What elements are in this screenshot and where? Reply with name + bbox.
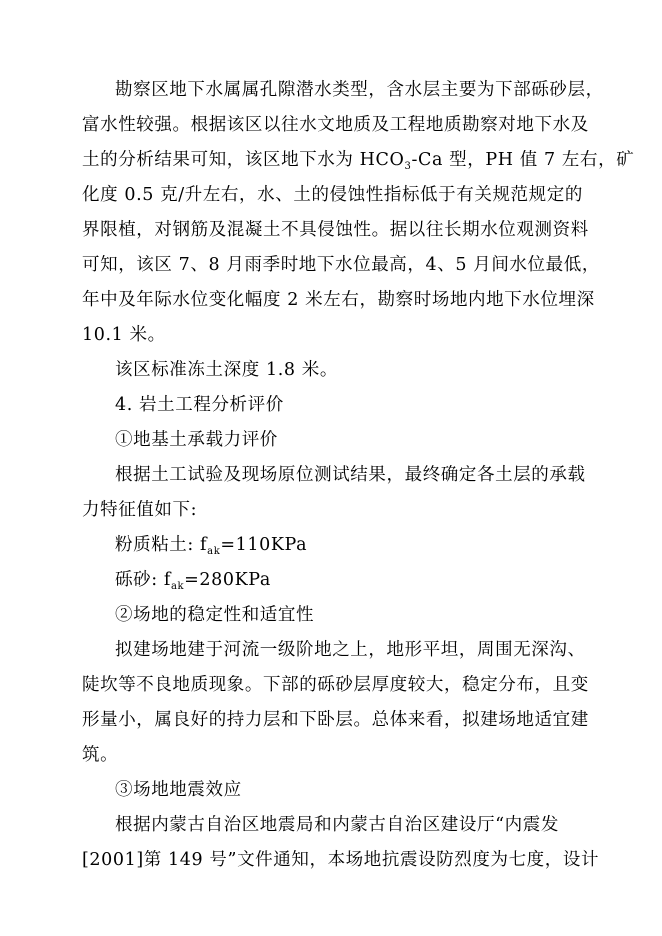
paragraph-line: 力特征值如下: <box>82 500 198 520</box>
paragraph-line: 勘察区地下水属属孔隙潜水类型，含水层主要为下部砾砂层， <box>115 80 604 100</box>
paragraph-line: 陡坎等不良地质现象。下部的砾砂层厚度较大，稳定分布，且变 <box>82 675 589 695</box>
bearing-capacity-gravel-sand <box>115 568 271 592</box>
paragraph-line: 拟建场地建于河流一级阶地之上，地形平坦，周围无深沟、 <box>115 640 586 660</box>
paragraph-line: 可知，该区 7、8 月雨季时地下水位最高，4、5 月间水位最低， <box>82 255 600 275</box>
formula-subscript: ak <box>207 546 221 557</box>
section-heading: 4. 岩土工程分析评价 <box>115 395 284 415</box>
formula-suffix: -Ca 型，PH 值 7 左右，矿 <box>411 150 635 170</box>
paragraph-line: 化度 0.5 克/升左右，水、土的侵蚀性指标低于有关规范规定的 <box>82 185 583 205</box>
paragraph-line: 形量小，属良好的持力层和下卧层。总体来看，拟建场地适宜建 <box>82 710 589 730</box>
formula-subscript: 3 <box>404 161 412 172</box>
paragraph-line: 富水性较强。根据该区以往水文地质及工程地质勘察对地下水及 <box>82 115 589 135</box>
paragraph-line: 年中及年际水位变化幅度 2 米左右，勘察时场地内地下水位埋深 <box>82 290 595 310</box>
paragraph-line: 筑。 <box>82 745 119 765</box>
paragraph-line: [2001]第 149 号”文件通知，本场地抗震设防烈度为七度，设计 <box>82 850 600 870</box>
paragraph-line: 根据土工试验及现场原位测试结果，最终确定各土层的承载 <box>115 465 586 485</box>
subsection-heading: ③场地地震效应 <box>115 780 242 800</box>
paragraph-line: 根据内蒙古自治区地震局和内蒙古自治区建设厅“内震发 <box>115 815 559 835</box>
subsection-heading: ②场地的稳定性和适宜性 <box>115 605 315 625</box>
formula-prefix: 土的分析结果可知，该区地下水为 HCO <box>82 150 405 170</box>
frost-depth-text: 该区标准冻土深度 1.8 米。 <box>115 360 338 380</box>
paragraph-line: 10.1 米。 <box>82 325 166 345</box>
paragraph-line: 界限植，对钢筋及混凝土不具侵蚀性。据以往长期水位观测资料 <box>82 220 589 240</box>
formula-subscript: ak <box>170 581 185 592</box>
paragraph-line <box>82 148 634 172</box>
bearing-capacity-silty-clay <box>115 533 307 557</box>
soil-label: 砾砂: f <box>115 570 171 590</box>
soil-label: 粉质粘土: f <box>115 535 208 555</box>
bearing-value: =280KPa <box>184 570 271 590</box>
bearing-value: =110KPa <box>220 535 308 555</box>
subsection-heading: ①地基土承载力评价 <box>115 430 278 450</box>
